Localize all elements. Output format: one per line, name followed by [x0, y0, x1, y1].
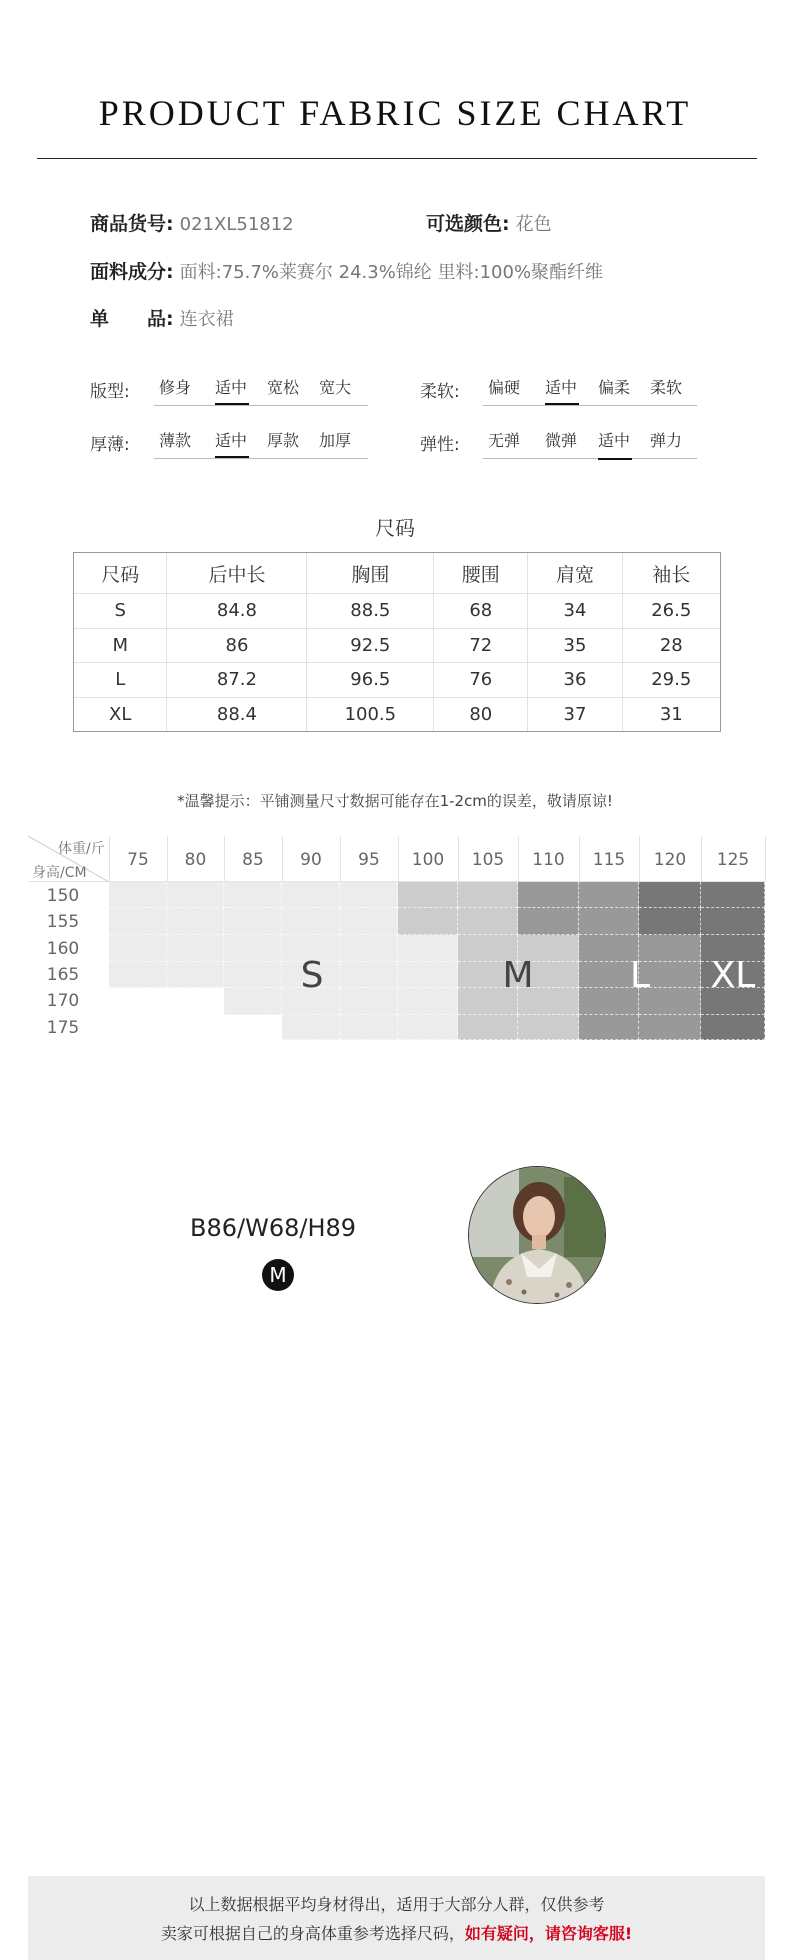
softness-label: 柔软: [420, 382, 460, 402]
grid-cell [167, 935, 224, 962]
grid-cell [224, 882, 282, 908]
height-header: 170 [46, 991, 80, 1011]
grid-cell [224, 962, 282, 988]
column-header: 尺码 [74, 553, 167, 594]
weight-axis-label: 体重/斤 [58, 841, 105, 857]
measurement-note: *温馨提示：平铺测量尺寸数据可能存在1-2cm的误差，敬请原谅! [177, 792, 613, 810]
grid-cell [109, 935, 167, 962]
grid-header-divider [765, 836, 766, 882]
grid-cell [579, 882, 639, 908]
column-header: 后中长 [167, 553, 307, 594]
softness-options [483, 375, 697, 406]
grid-cell [398, 988, 458, 1015]
thickness-option: 适中 [215, 431, 248, 450]
table-cell: 35 [528, 628, 622, 663]
grid-cell [398, 908, 458, 935]
weight-header: 95 [358, 850, 380, 870]
single-item-value: 连衣裙 [179, 309, 234, 330]
grid-cell [282, 908, 340, 935]
page-title: PRODUCT FABRIC SIZE CHART [98, 93, 692, 133]
color-row [426, 209, 552, 236]
elasticity-option: 无弹 [488, 431, 521, 450]
fit-selected-marker [215, 403, 249, 405]
fit-label: 版型: [90, 382, 130, 402]
height-header: 175 [46, 1018, 80, 1038]
grid-cell [579, 908, 639, 935]
weight-header: 110 [532, 850, 565, 870]
color-value: 花色 [515, 214, 552, 235]
fabric-label: 面料成分: [90, 261, 174, 283]
grid-cell [398, 962, 458, 988]
model-measurements: B86/W68/H89 [190, 1214, 357, 1242]
height-header: 150 [46, 886, 80, 906]
elasticity-options [483, 428, 697, 459]
grid-cell [167, 1015, 224, 1040]
grid-header-bottom-line [28, 881, 765, 882]
height-header: 155 [46, 912, 80, 932]
table-cell: 100.5 [307, 697, 434, 731]
weight-header: 105 [471, 850, 505, 870]
grid-cell [340, 882, 398, 908]
grid-cell [167, 908, 224, 935]
grid-cell [340, 962, 398, 988]
table-cell: 88.4 [167, 697, 307, 731]
grid-cell [282, 1015, 340, 1040]
single-item-label: 单 品: [90, 308, 174, 330]
grid-cell [518, 908, 579, 935]
table-cell: 76 [434, 663, 528, 698]
grid-cell [398, 882, 458, 908]
advice-line-2 [28, 1921, 765, 1944]
grid-cell [458, 882, 518, 908]
thickness-option: 厚款 [267, 431, 300, 450]
height-header: 165 [46, 965, 80, 985]
table-cell: 68 [434, 594, 528, 629]
grid-cell [109, 962, 167, 988]
fabric-row [90, 257, 603, 284]
fit-option: 宽松 [267, 378, 300, 397]
elasticity-label: 弹性: [420, 435, 460, 455]
grid-cell [458, 908, 518, 935]
grid-cell [701, 908, 765, 935]
grid-cell [340, 908, 398, 935]
weight-header: 120 [653, 850, 687, 870]
table-cell: 31 [659, 703, 683, 725]
advice-contact-service: 如有疑问，请咨询客服! [464, 1924, 633, 1943]
portrait-illustration [469, 1167, 606, 1304]
fabric-value: 面料:75.7%莱赛尔 24.3%锦纶 里料:100%聚酯纤维 [179, 262, 604, 283]
grid-cell [167, 882, 224, 908]
item-number-label: 商品货号: [90, 213, 174, 235]
grid-cell [639, 908, 701, 935]
grid-cell [639, 882, 701, 908]
height-axis-label: 身高/CM [32, 865, 87, 881]
table-cell: 26.5 [622, 594, 720, 629]
table-cell: M [74, 628, 167, 663]
model-portrait-image [468, 1166, 606, 1304]
grid-cell [340, 1015, 398, 1040]
table-row [74, 663, 720, 698]
table-cell: 84.8 [167, 594, 307, 629]
grid-cell [579, 1015, 639, 1040]
item-number-value: 021XL51812 [179, 214, 294, 235]
weight-header: 90 [300, 850, 322, 870]
table-cell: 87.2 [167, 663, 307, 698]
table-cell: S [74, 594, 167, 629]
column-header: 袖长 [622, 553, 720, 594]
fit-option: 修身 [159, 378, 192, 397]
grid-cell [701, 1015, 765, 1040]
grid-cell [518, 1015, 579, 1040]
thickness-option: 薄款 [159, 431, 192, 450]
thickness-options [154, 428, 368, 459]
table-cell: 34 [528, 594, 622, 629]
weight-header: 80 [184, 850, 207, 870]
grid-cell [224, 1015, 282, 1040]
table-cell: L [74, 663, 167, 698]
grid-cell [167, 988, 224, 1015]
elasticity-option: 微弹 [545, 431, 578, 450]
grid-cell [701, 882, 765, 908]
weight-header: 125 [716, 850, 750, 870]
grid-cell [224, 935, 282, 962]
title-divider [37, 158, 757, 159]
table-cell: 29.5 [622, 663, 720, 698]
weight-header: 75 [127, 850, 149, 870]
size-table-caption: 尺码 [375, 516, 415, 540]
table-cell: 36 [528, 663, 622, 698]
grid-cell [398, 1015, 458, 1040]
size-table-header [74, 553, 720, 594]
table-cell: 92.5 [307, 628, 434, 663]
grid-cell [639, 1015, 701, 1040]
grid-cell [109, 988, 167, 1015]
fit-options [154, 375, 368, 406]
size-zone-m: M [502, 955, 534, 996]
size-zone-s: S [300, 955, 324, 996]
fit-option: 适中 [215, 378, 248, 397]
table-cell: 37 [528, 697, 622, 731]
grid-cell [224, 908, 282, 935]
softness-selected-marker [545, 403, 579, 405]
color-label: 可选颜色: [426, 213, 510, 235]
table-cell: 88.5 [307, 594, 434, 629]
size-zone-l: L [629, 955, 651, 996]
table-cell: 28 [622, 628, 720, 663]
grid-cell [340, 988, 398, 1015]
grid-cell [224, 988, 282, 1015]
table-row [74, 628, 720, 663]
table-row [74, 594, 720, 629]
grid-cell [109, 1015, 167, 1040]
weight-header: 100 [411, 850, 445, 870]
elasticity-option: 弹力 [650, 431, 683, 450]
advice-box [28, 1876, 765, 1960]
fit-option: 宽大 [319, 378, 352, 397]
grid-cell [340, 935, 398, 962]
single-item-row [90, 304, 234, 331]
column-header: 胸围 [307, 553, 434, 594]
softness-option: 偏柔 [598, 378, 631, 397]
table-cell: XL [74, 697, 167, 731]
grid-cell [109, 908, 167, 935]
weight-header: 115 [592, 850, 626, 870]
elasticity-option: 适中 [598, 431, 631, 450]
height-header: 160 [46, 939, 80, 959]
thickness-label: 厚薄: [90, 435, 130, 455]
column-header: 腰围 [434, 553, 528, 594]
softness-option: 适中 [545, 378, 578, 397]
table-cell: 80 [434, 697, 528, 731]
grid-cell [282, 882, 340, 908]
grid-cell [518, 882, 579, 908]
size-zone-xl: XL [710, 955, 756, 996]
elasticity-selected-marker [598, 458, 632, 460]
column-header: 肩宽 [528, 553, 622, 594]
grid-cell [398, 935, 458, 962]
thickness-selected-marker [215, 456, 249, 458]
size-table [73, 552, 721, 732]
softness-option: 偏硬 [488, 378, 521, 397]
grid-cell [109, 882, 167, 908]
advice-line-1: 以上数据根据平均身材得出，适用于大部分人群，仅供参考 [188, 1895, 605, 1914]
advice-line-2-text: 卖家可根据自己的身高体重参考选择尺码， [160, 1924, 465, 1943]
weight-header: 85 [242, 850, 264, 870]
table-row [74, 697, 720, 731]
grid-cell [167, 962, 224, 988]
thickness-option: 加厚 [319, 431, 352, 450]
model-size-badge: M [262, 1259, 294, 1291]
item-number-row [90, 209, 294, 236]
table-cell: 96.5 [307, 663, 434, 698]
softness-option: 柔软 [650, 378, 683, 397]
table-cell: 86 [167, 628, 307, 663]
grid-cell [458, 1015, 518, 1040]
table-cell: 72 [434, 628, 528, 663]
